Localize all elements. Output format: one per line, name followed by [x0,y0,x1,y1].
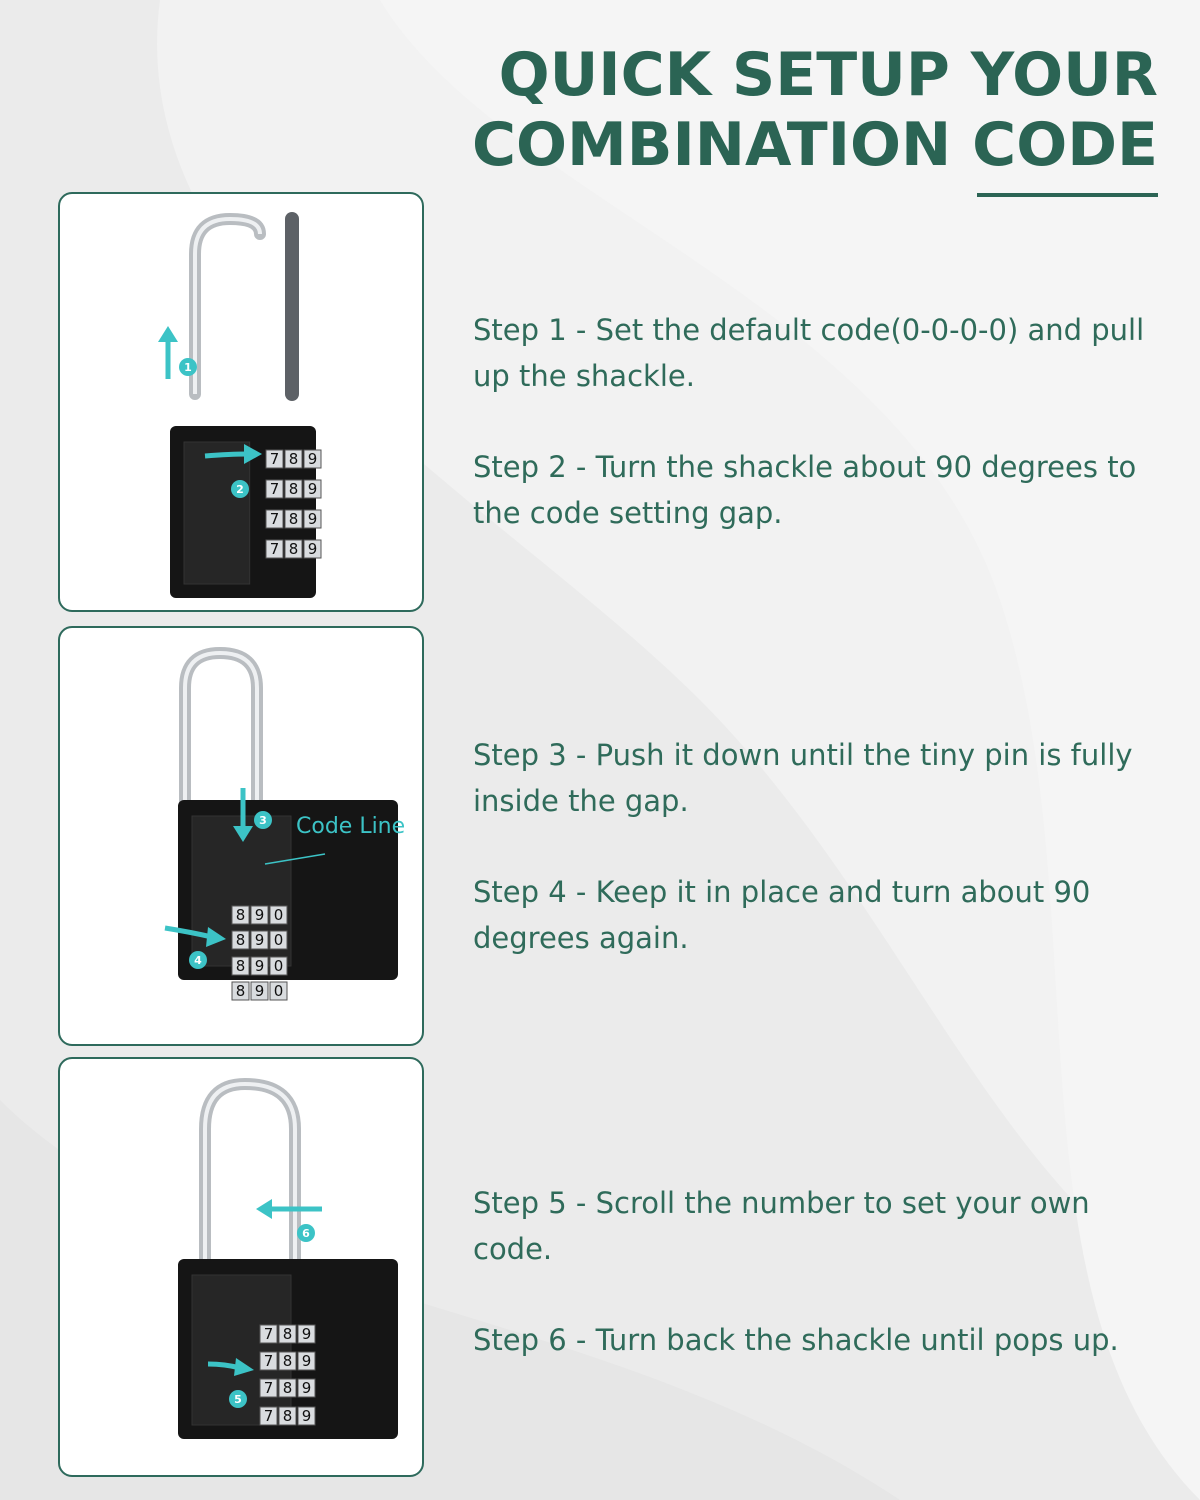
dial-digit: 7 [263,1352,274,1370]
dial-digit: 8 [282,1325,293,1343]
dial-digit: 7 [263,1325,274,1343]
dial-digit: 9 [254,906,265,924]
dial-digit: 8 [235,982,246,1000]
step-6-text: Step 6 - Turn back the shackle until pops up. [473,1323,1119,1357]
dial-digit: 8 [235,931,246,949]
dial-digit: 9 [254,931,265,949]
step-marker-number: 4 [194,954,202,967]
dial-digit: 8 [288,540,299,558]
code-line-label: Code Line [296,814,406,839]
padlock-illustration [60,194,422,610]
dial-digit: 7 [269,510,280,528]
step-3-text: Step 3 - Push it down until the tiny pin is fully inside the gap. [473,738,1133,818]
dial-digit: 7 [269,540,280,558]
dial-digit: 0 [273,906,284,924]
step-marker-number: 3 [259,814,267,827]
dial-digit: 0 [273,957,284,975]
step-1-text: Step 1 - Set the default code(0-0-0-0) and pull up the shackle. [473,313,1145,393]
shackle [195,219,260,394]
dial-digit: 9 [307,450,318,468]
dial-digit: 9 [254,957,265,975]
step-4-text: Step 4 - Keep it in place and turn about 90 degrees again. [473,875,1091,955]
dial-digit: 7 [263,1379,274,1397]
dial-digit: 7 [269,480,280,498]
step-marker-number: 1 [184,361,192,374]
dial-digit: 9 [254,982,265,1000]
arrowhead-icon [256,1199,272,1219]
shackle [205,1084,295,1284]
dial-digit: 8 [235,906,246,924]
shackle-highlight [205,1084,295,1284]
title-underline [977,193,1158,197]
step-marker-number: 2 [236,483,244,496]
title-line-1: QUICK SETUP YOUR [498,40,1158,110]
dial-digit: 8 [288,480,299,498]
dial-digit: 0 [273,931,284,949]
dial-digit: 9 [307,540,318,558]
step-marker-number: 5 [234,1393,242,1406]
panel-step-1-2 [58,192,424,612]
dial-digit: 9 [301,1407,312,1425]
dial-digit: 9 [307,510,318,528]
arrow-icon [205,454,248,456]
panel-step-5-6 [58,1057,424,1477]
dial-digit: 9 [301,1352,312,1370]
panel-step-3-4 [58,626,424,1046]
dial-digit: 8 [282,1407,293,1425]
dial-digit: 9 [301,1379,312,1397]
dial-digit: 8 [288,510,299,528]
dial-digit: 9 [307,480,318,498]
step-marker-number: 6 [302,1227,310,1240]
page-title [472,40,1158,180]
dial-digit: 7 [269,450,280,468]
dial-digit: 8 [235,957,246,975]
dial-digit: 0 [273,982,284,1000]
lock-body-texture [184,442,250,584]
title-line-2: COMBINATION CODE [472,110,1158,180]
dial-digit: 8 [282,1352,293,1370]
padlock-illustration [60,1059,422,1475]
step-2-text: Step 2 - Turn the shackle about 90 degrees to the code setting gap. [473,450,1137,530]
dial-digit: 9 [301,1325,312,1343]
arrowhead-icon [158,326,178,342]
dial-digit: 7 [263,1407,274,1425]
shackle-highlight [195,219,260,394]
step-5-text: Step 5 - Scroll the number to set your own code. [473,1186,1090,1266]
dial-digit: 8 [288,450,299,468]
dial-digit: 8 [282,1379,293,1397]
